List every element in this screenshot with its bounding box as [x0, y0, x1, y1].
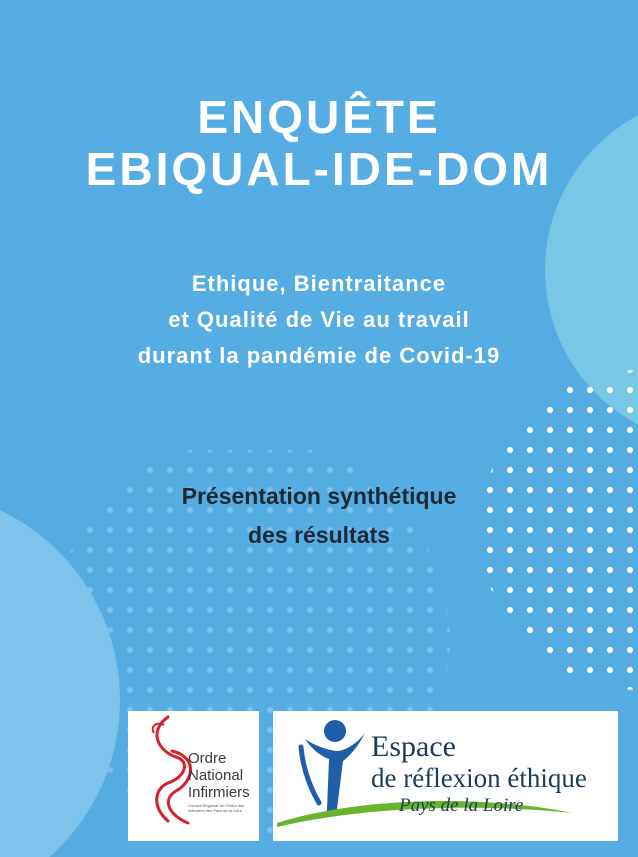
subtitle-line-2: et Qualité de Vie au travail [168, 307, 470, 332]
ere-line-3: Pays de la Loire [399, 795, 524, 816]
summary-heading [136, 477, 502, 555]
title-line-1: ENQUÊTE [197, 91, 441, 143]
summary-line-1: Présentation synthétique [181, 483, 457, 509]
summary-line-2: des résultats [248, 522, 390, 548]
subtitle-line-1: Ethique, Bientraitance [191, 271, 447, 296]
subtitle-line-3: durant la pandémie de Covid-19 [137, 343, 501, 368]
onim-council: Conseil Régional de l'Ordre des Infirmiers des Pays de la Loire [188, 803, 245, 813]
decor-dots-right [480, 360, 638, 700]
onim-line-1: Ordre [188, 750, 227, 767]
title-line-2: EBIQUAL-IDE-DOM [85, 143, 553, 195]
ere-line-2: de réflexion éthique [371, 763, 587, 793]
onim-logo [128, 711, 259, 841]
onim-line-2: National [188, 767, 244, 784]
onim-line-3: Infirmiers [188, 784, 250, 801]
ere-logo [273, 711, 618, 841]
subtitle [0, 266, 638, 374]
ere-line-1: Espace [371, 730, 456, 763]
